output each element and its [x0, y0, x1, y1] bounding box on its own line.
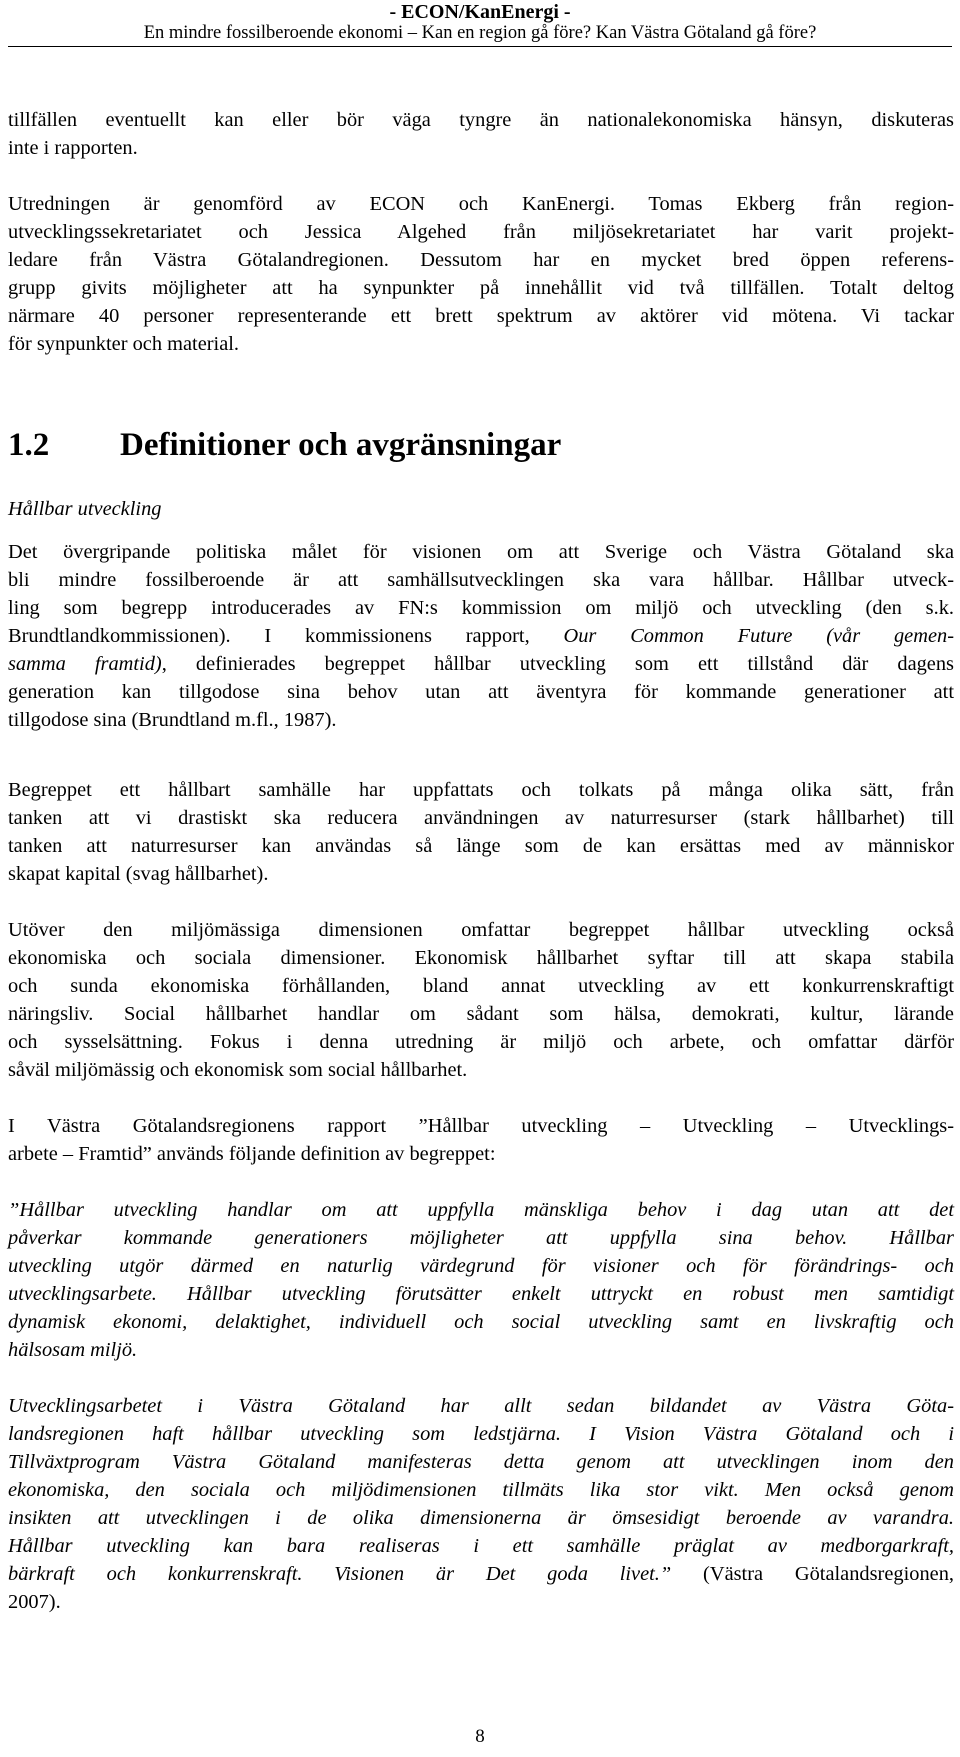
text-line: ”Hållbar utveckling handlar om att uppfylla mänskliga behov i dag utan att det	[8, 1199, 954, 1221]
text-line: näringsliv. Social hållbarhet handlar om sådant som hälsa, demokrati, kultur, lärande	[8, 1003, 954, 1025]
text-line: ekonomiska, den sociala och miljödimensionen tillmäts lika stor vikt. Men också genom	[8, 1479, 954, 1501]
text-line: generation kan tillgodose sina behov utan att äventyra för kommande generationer att	[8, 681, 954, 703]
text-line: och sunda ekonomiska förhållanden, bland annat utveckling av ett konkurrenskraftigt	[8, 975, 954, 997]
paragraph-vgr-report	[8, 1112, 954, 1168]
text-line: landsregionen haft hållbar utveckling som ledstjärna. I Vision Västra Götaland och i	[8, 1423, 954, 1445]
text-line: påverkar kommande generationers möjligheter att uppfylla sina behov. Hållbar	[8, 1227, 954, 1249]
text-line: hälsosam miljö.	[8, 1339, 138, 1361]
text-span: bärkraft och konkurrenskraft. Visionen är Det goda livet.”	[8, 1563, 672, 1585]
header-title: - ECON/KanEnergi -	[389, 1, 571, 23]
text-line: för synpunkter och material.	[8, 333, 240, 355]
text-line: och sysselsättning. Fokus i denna utredning är miljö och arbete, och omfattar därför	[8, 1031, 954, 1053]
text-line: Hållbar utveckling kan bara realiseras i ett samhälle präglat av medborgarkraft,	[8, 1535, 954, 1557]
text-line: tillfällen eventuellt kan eller bör väga tyngre än nationalekonomiska hänsyn, diskuteras	[8, 109, 954, 131]
text-line: inte i rapporten.	[8, 137, 138, 159]
section-title: Definitioner och avgränsningar	[120, 427, 562, 463]
text-line: utveckling utgör därmed en naturlig värdegrund för visioner och för förändrings- och	[8, 1255, 954, 1277]
text-line: Utöver den miljömässiga dimensionen omfattar begreppet hållbar utveckling också	[8, 919, 954, 941]
text-line: arbete – Framtid” används följande definition av begreppet:	[8, 1143, 496, 1165]
text-line: Det övergripande politiska målet för visionen om att Sverige och Västra Götaland ska	[8, 541, 954, 563]
intro-paragraph-1	[8, 106, 954, 162]
paragraph-dimensions	[8, 916, 954, 1084]
text-line: Utvecklingsarbetet i Västra Götaland har allt sedan bildandet av Västra Göta-	[8, 1395, 954, 1417]
text-line: Begreppet ett hållbart samhälle har uppfattats och tolkats på många olika sätt, från	[8, 779, 954, 801]
text-line: utvecklingsarbete. Hållbar utveckling förutsätter enkelt uttryckt en robust men samtidigt	[8, 1283, 954, 1305]
intro-paragraph-2	[8, 190, 954, 358]
text-span: , definierades begreppet hållbar utveckling som ett tillstånd där dagens	[161, 653, 954, 675]
text-line: I Västra Götalandsregionens rapport ”Hållbar utveckling – Utveckling – Utvecklings-	[8, 1115, 954, 1137]
text-line: tanken att vi drastiskt ska reducera användningen av naturresurser (stark hållbarhet) till	[8, 807, 954, 829]
header-rule	[8, 46, 952, 47]
page-number: 8	[475, 1726, 485, 1747]
text-line: dynamisk ekonomi, delaktighet, individuell och social utveckling samt en livskraftig och	[8, 1311, 954, 1333]
header-subtitle: En mindre fossilberoende ekonomi – Kan en region gå före? Kan Västra Götaland gå före?	[143, 23, 817, 43]
section-heading	[8, 425, 561, 465]
text-line: Tillväxtprogram Västra Götaland manifesteras detta genom att utvecklingen inom den	[8, 1451, 954, 1473]
text-line	[8, 622, 954, 650]
text-line: bli mindre fossilberoende är att samhällsutvecklingen ska vara hållbar. Hållbar utveck-	[8, 569, 954, 591]
text-line: såväl miljömässig och ekonomisk som social hållbarhet.	[8, 1059, 468, 1081]
quote-definition	[8, 1196, 954, 1364]
text-line: närmare 40 personer representerande ett brett spektrum av aktörer vid mötena. Vi tackar	[8, 305, 954, 327]
text-line: insikten att utvecklingen i de olika dimensionerna är ömsesidigt beroende av varandra.	[8, 1507, 954, 1529]
text-line	[8, 1560, 954, 1588]
paragraph-sustainable-society	[8, 776, 954, 888]
text-line: Utredningen är genomförd av ECON och KanEnergi. Tomas Ekberg från region-	[8, 193, 954, 215]
section-number: 1.2	[8, 427, 50, 463]
text-line	[8, 650, 954, 678]
citation: (Västra Götalandsregionen,	[671, 1563, 954, 1585]
text-line: ledare från Västra Götalandregionen. Dessutom har en mycket bred öppen referens-	[8, 249, 954, 271]
text-line: skapat kapital (svag hållbarhet).	[8, 863, 269, 885]
text-line: utvecklingssekretariatet och Jessica Algehed från miljösekretariatet har varit projekt-	[8, 221, 954, 243]
text-line: grupp givits möjligheter att ha synpunkter på innehållit vid två tillfällen. Totalt deltog	[8, 277, 954, 299]
paragraph-definition	[8, 538, 954, 734]
text-line: ekonomiska och sociala dimensioner. Ekonomisk hållbarhet syftar till att skapa stabila	[8, 947, 954, 969]
text-line: tillgodose sina (Brundtland m.fl., 1987).	[8, 709, 337, 731]
report-title-italic: Our Common Future (vår gemen-	[563, 625, 954, 647]
subheading: Hållbar utveckling	[8, 498, 162, 520]
report-title-italic: samma framtid)	[8, 653, 162, 675]
text-line: ling som begrepp introducerades av FN:s kommission om miljö och utveckling (den s.k.	[8, 597, 954, 619]
text-line: 2007).	[8, 1591, 61, 1613]
quote-development-work	[8, 1392, 954, 1616]
text-line: tanken att naturresurser kan användas så länge som de kan ersättas med av människor	[8, 835, 954, 857]
text-span: Brundtlandkommissionen). I kommissionens rapport,	[8, 625, 564, 647]
page-header	[0, 0, 960, 44]
